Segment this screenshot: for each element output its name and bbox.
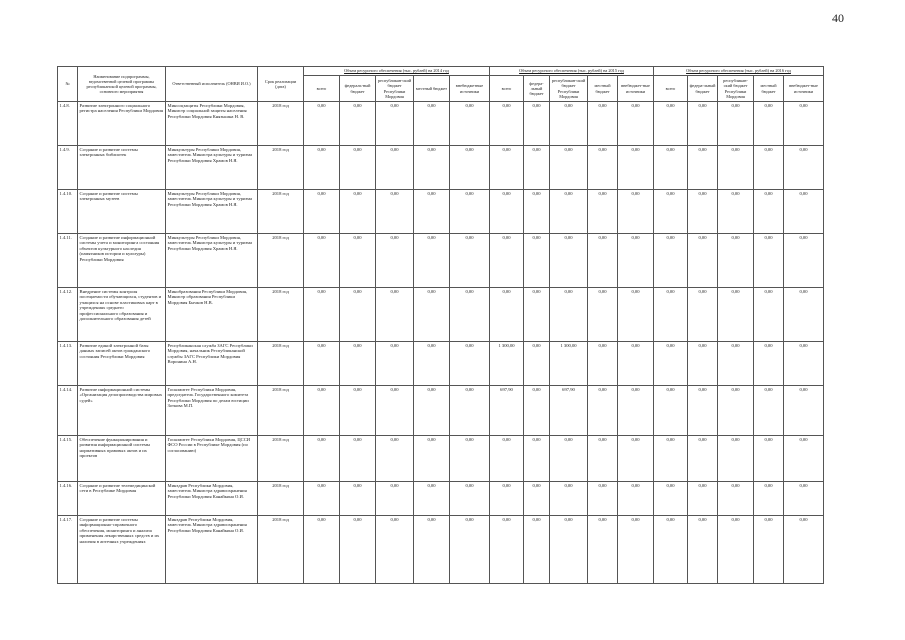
row-v2016-value: 0,00 (754, 482, 784, 516)
header-2015-sub: республикан-ский бюджет Республики Мордовия (550, 76, 588, 102)
row-v2014-value: 0,00 (304, 190, 340, 234)
header-group-2016: Объем ресурсного обеспечения (тыс. рублей) на 2016 год (654, 67, 824, 76)
row-v2015-value: 0,00 (490, 482, 524, 516)
row-v2014-value: 0,00 (414, 190, 450, 234)
table-row (58, 386, 824, 436)
row-v2015-value: 0,00 (588, 234, 618, 288)
row-v2016-value: 0,00 (654, 342, 688, 386)
row-v2014-value: 0,00 (450, 190, 490, 234)
table-row (58, 146, 824, 190)
row-v2014-value: 0,00 (304, 288, 340, 342)
row-v2014-value: 0,00 (376, 342, 414, 386)
header-no: № (58, 67, 78, 102)
row-v2015-value: 0,00 (618, 482, 654, 516)
row-v2015-value: 0,00 (618, 516, 654, 584)
row-code: 1.4.8. (58, 102, 78, 146)
row-v2015-value: 0,00 (588, 288, 618, 342)
row-v2015-value: 0,00 (618, 436, 654, 482)
row-v2014-value: 0,00 (304, 234, 340, 288)
row-v2014-value: 0,00 (376, 190, 414, 234)
row-v2014-value: 0,00 (340, 190, 376, 234)
row-v2014-value: 0,00 (450, 288, 490, 342)
row-v2016-value: 0,00 (718, 146, 754, 190)
table-row (58, 190, 824, 234)
header-2014-sub: внебюджетные источники (450, 76, 490, 102)
row-v2014-value: 0,00 (414, 436, 450, 482)
page-number: 40 (832, 11, 844, 25)
row-v2016-value: 0,00 (784, 342, 824, 386)
header-2014-sub: федераль-ный бюджет (340, 76, 376, 102)
row-v2016-value: 0,00 (688, 190, 718, 234)
row-term: 2018 год (258, 342, 304, 386)
row-executor: Минкультуры Республики Мордовия, заместитель Министра культуры и туризма Республики Мордовия Храмов Н.Я. (166, 190, 258, 234)
row-v2014-value: 0,00 (450, 102, 490, 146)
row-v2016-value: 0,00 (754, 288, 784, 342)
row-v2015-value: 0,00 (618, 146, 654, 190)
row-v2015-value: 0,00 (588, 146, 618, 190)
table-row (58, 342, 824, 386)
row-v2015-value: 0,00 (618, 342, 654, 386)
row-v2016-value: 0,00 (688, 234, 718, 288)
row-v2016-value: 0,00 (718, 234, 754, 288)
row-v2014-value: 0,00 (304, 482, 340, 516)
row-name: Создание и развитие информационной системы учета и мониторинга состояния объектов культурного наследия (памятников истории и культуры) Республики Мордовия (78, 234, 166, 288)
table-row (58, 102, 824, 146)
row-executor: Минздрав Республики Мордовия, заместитель Министра здравоохранения Республики Мордовия Канайкина О.И. (166, 516, 258, 584)
row-v2014-value: 0,00 (414, 102, 450, 146)
row-v2015-value: 697,90 (490, 386, 524, 436)
table-body (58, 102, 824, 584)
row-v2015-value: 0,00 (550, 190, 588, 234)
header-2014-sub: республикан-ский бюджет Республики Мордовия (376, 76, 414, 102)
row-code: 1.4.14. (58, 386, 78, 436)
row-v2016-value: 0,00 (718, 386, 754, 436)
row-name: Создание и развитие системы информационно-справочного обеспечения, мониторинга и анализа применения лекарственных средств и их наличия в аптечных учреждениях (78, 516, 166, 584)
row-v2014-value: 0,00 (414, 386, 450, 436)
row-v2015-value: 0,00 (524, 234, 550, 288)
table-row (58, 288, 824, 342)
row-v2014-value: 0,00 (376, 482, 414, 516)
row-v2016-value: 0,00 (654, 482, 688, 516)
row-v2015-value: 1 300,00 (550, 342, 588, 386)
row-v2016-value: 0,00 (654, 190, 688, 234)
row-name: Развитие информационной системы «Организация делопроизводства мировых судей» (78, 386, 166, 436)
row-v2015-value: 0,00 (588, 516, 618, 584)
row-v2016-value: 0,00 (784, 102, 824, 146)
row-v2015-value: 0,00 (524, 516, 550, 584)
row-code: 1.4.13. (58, 342, 78, 386)
row-executor: Госкомитет Республики Мордовия, ЦССИ ФСО России в Республике Мордовия (по согласованию) (166, 436, 258, 482)
row-v2015-value: 0,00 (524, 386, 550, 436)
row-v2016-value: 0,00 (754, 342, 784, 386)
row-v2016-value: 0,00 (718, 516, 754, 584)
row-v2014-value: 0,00 (414, 516, 450, 584)
header-2016-sub: федера-льный бюджет (688, 76, 718, 102)
row-v2016-value: 0,00 (754, 190, 784, 234)
row-v2014-value: 0,00 (376, 234, 414, 288)
row-v2015-value: 0,00 (524, 190, 550, 234)
table-header (58, 67, 824, 102)
row-v2015-value: 0,00 (524, 342, 550, 386)
table-row (58, 234, 824, 288)
row-code: 1.4.9. (58, 146, 78, 190)
row-v2014-value: 0,00 (304, 516, 340, 584)
header-group-2015: Объем ресурсного обеспечения (тыс. рублей) на 2015 год (490, 67, 654, 76)
row-v2014-value: 0,00 (376, 102, 414, 146)
row-name: Развитие единой электронной базы данных записей актов гражданского состояния Республики Мордовия (78, 342, 166, 386)
row-v2014-value: 0,00 (340, 146, 376, 190)
row-v2016-value: 0,00 (718, 482, 754, 516)
header-2014-sub: всего (304, 76, 340, 102)
resource-table (57, 66, 824, 584)
row-executor: Минсоцзащиты Республики Мордовия, Министр социальной защиты населения Республики Мордовия Князькина Н. В. (166, 102, 258, 146)
row-v2016-value: 0,00 (718, 342, 754, 386)
row-v2015-value: 0,00 (588, 482, 618, 516)
row-code: 1.4.17. (58, 516, 78, 584)
row-v2015-value: 0,00 (588, 342, 618, 386)
row-v2015-value: 0,00 (588, 436, 618, 482)
header-2015-sub: внебюджет-ные источники (618, 76, 654, 102)
row-executor: Минкультуры Республики Мордовия, заместитель Министра культуры и туризма Республики Мордовия Храмов Н.Я. (166, 234, 258, 288)
row-name: Создание и развитие телемедицинской сети в Республике Мордовия (78, 482, 166, 516)
row-code: 1.4.11. (58, 234, 78, 288)
row-v2016-value: 0,00 (654, 436, 688, 482)
row-v2014-value: 0,00 (376, 386, 414, 436)
row-v2014-value: 0,00 (376, 516, 414, 584)
row-v2015-value: 0,00 (550, 436, 588, 482)
row-name: Внедрение системы контроля посещаемости обучающихся, студентов и учащихся на основе пластиковых карт в учреждениях среднего профессионального образования и дополнительного образования детей (78, 288, 166, 342)
row-v2015-value: 0,00 (550, 516, 588, 584)
row-v2014-value: 0,00 (340, 516, 376, 584)
row-v2016-value: 0,00 (688, 436, 718, 482)
row-v2015-value: 0,00 (524, 288, 550, 342)
row-v2016-value: 0,00 (654, 288, 688, 342)
header-2016-sub: местный бюджет (754, 76, 784, 102)
row-v2016-value: 0,00 (654, 234, 688, 288)
row-v2014-value: 0,00 (340, 482, 376, 516)
row-v2015-value: 0,00 (550, 146, 588, 190)
row-v2014-value: 0,00 (340, 436, 376, 482)
row-v2015-value: 0,00 (618, 234, 654, 288)
row-executor: Минкультуры Республики Мордовия, заместитель Министра культуры и туризма Республики Мордовия Храмов Н.Я. (166, 146, 258, 190)
row-v2014-value: 0,00 (450, 386, 490, 436)
table-row (58, 516, 824, 584)
row-v2014-value: 0,00 (340, 234, 376, 288)
row-code: 1.4.16. (58, 482, 78, 516)
row-v2014-value: 0,00 (340, 342, 376, 386)
row-v2016-value: 0,00 (784, 516, 824, 584)
row-v2016-value: 0,00 (688, 482, 718, 516)
row-v2015-value: 0,00 (550, 482, 588, 516)
row-v2014-value: 0,00 (450, 234, 490, 288)
row-v2016-value: 0,00 (688, 102, 718, 146)
row-name: Создание и развитие системы электронных библиотек (78, 146, 166, 190)
row-v2015-value: 0,00 (550, 234, 588, 288)
row-v2015-value: 0,00 (588, 190, 618, 234)
row-v2015-value: 0,00 (618, 386, 654, 436)
row-v2014-value: 0,00 (414, 146, 450, 190)
row-term: 2018 год (258, 102, 304, 146)
row-v2014-value: 0,00 (450, 516, 490, 584)
row-v2014-value: 0,00 (304, 102, 340, 146)
row-name: Обеспечение функционирования и развития информационной системы нормативных правовых актов и их проектов (78, 436, 166, 482)
row-v2015-value: 1 300,00 (490, 342, 524, 386)
header-name: Наименование подпрограммы, ведомственной целевой программы республиканской целевой программы, основного мероприятия (78, 67, 166, 102)
table-row (58, 482, 824, 516)
row-term: 2018 год (258, 190, 304, 234)
row-v2014-value: 0,00 (340, 102, 376, 146)
row-v2015-value: 697,90 (550, 386, 588, 436)
row-v2016-value: 0,00 (754, 386, 784, 436)
row-v2016-value: 0,00 (718, 190, 754, 234)
row-v2016-value: 0,00 (784, 190, 824, 234)
header-2015-sub: местный бюджет (588, 76, 618, 102)
row-v2014-value: 0,00 (376, 288, 414, 342)
row-executor: Госкомитет Республики Мордовия, председатель Государственного комитета Республики Мордовия по делам юстиции Зоткова М.П. (166, 386, 258, 436)
row-v2015-value: 0,00 (490, 190, 524, 234)
row-v2016-value: 0,00 (688, 386, 718, 436)
row-executor: Республиканская служба ЗАГС Республики Мордовия, начальник Республиканской службы ЗАГС Республики Мордовия Воронина А.Н. (166, 342, 258, 386)
row-term: 2018 год (258, 436, 304, 482)
row-v2014-value: 0,00 (340, 288, 376, 342)
header-2014-sub: местный бюджет (414, 76, 450, 102)
row-term: 2018 год (258, 288, 304, 342)
header-2016-sub: республикан-ский бюджет Республики Мордовия (718, 76, 754, 102)
row-v2016-value: 0,00 (754, 436, 784, 482)
row-v2015-value: 0,00 (524, 102, 550, 146)
row-v2016-value: 0,00 (718, 102, 754, 146)
row-term: 2018 год (258, 386, 304, 436)
row-v2016-value: 0,00 (754, 234, 784, 288)
row-v2014-value: 0,00 (414, 482, 450, 516)
row-term: 2018 год (258, 146, 304, 190)
row-name: Развитие электронного социального регистра населения Республики Мордовия (78, 102, 166, 146)
row-name: Создание и развитие системы электронных музеев (78, 190, 166, 234)
row-v2015-value: 0,00 (524, 482, 550, 516)
row-v2016-value: 0,00 (754, 516, 784, 584)
row-v2016-value: 0,00 (718, 436, 754, 482)
row-v2014-value: 0,00 (304, 146, 340, 190)
row-v2016-value: 0,00 (784, 436, 824, 482)
row-v2015-value: 0,00 (618, 288, 654, 342)
row-code: 1.4.15. (58, 436, 78, 482)
row-v2014-value: 0,00 (376, 146, 414, 190)
row-v2016-value: 0,00 (688, 288, 718, 342)
row-v2014-value: 0,00 (450, 436, 490, 482)
row-v2016-value: 0,00 (784, 234, 824, 288)
row-v2016-value: 0,00 (784, 288, 824, 342)
row-v2014-value: 0,00 (304, 386, 340, 436)
header-2016-sub: внебюджет-ные источники (784, 76, 824, 102)
row-v2015-value: 0,00 (490, 288, 524, 342)
row-v2015-value: 0,00 (588, 386, 618, 436)
row-code: 1.4.12. (58, 288, 78, 342)
row-v2014-value: 0,00 (340, 386, 376, 436)
row-v2014-value: 0,00 (414, 234, 450, 288)
row-term: 2018 год (258, 234, 304, 288)
row-executor: Минобразования Республики Мордовия, Министр образования Республики Мордовия Бычков Н.В. (166, 288, 258, 342)
row-v2014-value: 0,00 (304, 342, 340, 386)
row-v2016-value: 0,00 (784, 482, 824, 516)
row-v2015-value: 0,00 (524, 436, 550, 482)
header-2015-sub: федера-льный бюджет (524, 76, 550, 102)
row-v2015-value: 0,00 (490, 102, 524, 146)
row-v2016-value: 0,00 (654, 102, 688, 146)
row-v2016-value: 0,00 (654, 146, 688, 190)
row-v2016-value: 0,00 (654, 516, 688, 584)
row-v2016-value: 0,00 (784, 386, 824, 436)
row-v2016-value: 0,00 (688, 146, 718, 190)
row-v2014-value: 0,00 (376, 436, 414, 482)
row-v2016-value: 0,00 (784, 146, 824, 190)
row-v2015-value: 0,00 (618, 190, 654, 234)
row-v2015-value: 0,00 (618, 102, 654, 146)
row-term: 2018 год (258, 482, 304, 516)
table-row (58, 436, 824, 482)
row-v2015-value: 0,00 (490, 516, 524, 584)
row-v2016-value: 0,00 (688, 516, 718, 584)
row-v2014-value: 0,00 (450, 342, 490, 386)
row-v2015-value: 0,00 (490, 436, 524, 482)
row-code: 1.4.10. (58, 190, 78, 234)
row-v2015-value: 0,00 (550, 288, 588, 342)
row-v2016-value: 0,00 (754, 102, 784, 146)
row-v2015-value: 0,00 (490, 146, 524, 190)
header-executor: Ответственный исполнитель (ОНВИ И.О.) (166, 67, 258, 102)
header-2015-sub: всего (490, 76, 524, 102)
row-v2015-value: 0,00 (490, 234, 524, 288)
row-v2014-value: 0,00 (450, 146, 490, 190)
row-v2014-value: 0,00 (414, 288, 450, 342)
row-v2016-value: 0,00 (718, 288, 754, 342)
row-v2014-value: 0,00 (450, 482, 490, 516)
header-group-2014: Объем ресурсного обеспечения (тыс. рублей) на 2014 год (304, 67, 490, 76)
row-v2016-value: 0,00 (754, 146, 784, 190)
row-v2015-value: 0,00 (588, 102, 618, 146)
row-v2015-value: 0,00 (524, 146, 550, 190)
row-executor: Минздрав Республики Мордовия, заместитель Министра здравоохранения Республики Мордовия Канайкина О.И. (166, 482, 258, 516)
header-term: Срок реализации (дата) (258, 67, 304, 102)
row-v2014-value: 0,00 (414, 342, 450, 386)
header-2016-sub: всего (654, 76, 688, 102)
row-v2016-value: 0,00 (654, 386, 688, 436)
row-v2014-value: 0,00 (304, 436, 340, 482)
row-term: 2018 год (258, 516, 304, 584)
row-v2016-value: 0,00 (688, 342, 718, 386)
row-v2015-value: 0,00 (550, 102, 588, 146)
